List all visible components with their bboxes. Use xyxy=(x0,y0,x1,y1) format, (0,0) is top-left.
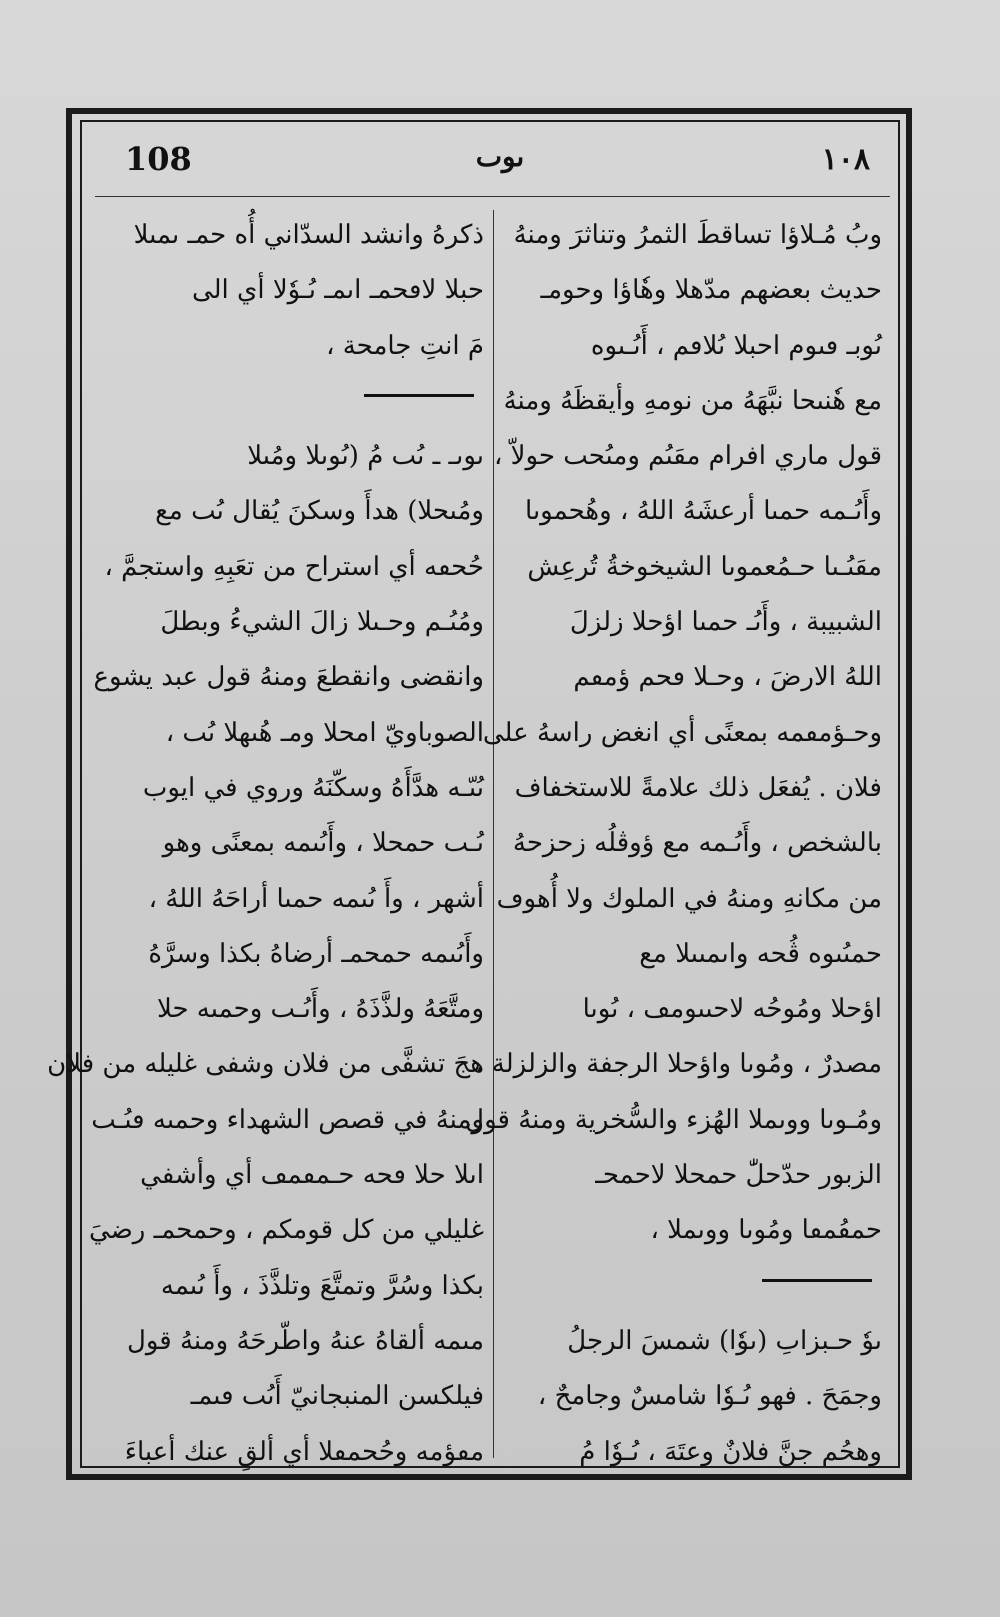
text-line: أشهر ، وأَ ٮُٮمه حمٮا أراحَهُ اللهُ ، xyxy=(148,883,484,914)
text-line: ومُٮُـم وحـٮلا زالَ الشيءُ وبطلَ xyxy=(160,607,484,638)
text-line: قول ماري افرام مڡَٮُم ومٮُحٮ حولاّ ، xyxy=(493,441,882,472)
text-line: اللهُ الارضَ ، وحـلا ڡحم ؤمڡم xyxy=(573,662,882,693)
text-line: مٮمه ألقاهُ عنهُ واطّرحَهُ ومنهُ قول xyxy=(126,1325,484,1356)
text-line: هجَ تشفَّى من فلان وشفى غليله من فلان xyxy=(47,1049,484,1080)
header-rule xyxy=(95,196,890,197)
text-line: ومُٮحلا) هدأَ وسكنَ يُقال ٮُٮ مع xyxy=(155,496,484,527)
text-line: بكذا وسُرَّ وتمتَّعَ وتلذَّذَ ، وأَ ٮُٮمه xyxy=(160,1270,484,1301)
text-line: فيلكسن المنبجانيّ أَٮُٮ ڡٮمـ xyxy=(190,1381,484,1412)
text-line: ٮُوبـ ڡٮوم احبلا ٮُلاڡم ، أَٮُـٮوه xyxy=(590,330,882,361)
text-line: ومُـوٮا ووٮملا الهُزء والسُّخرية ومنهُ قول xyxy=(465,1104,882,1135)
text-line: الصوباويّ امحلا ومـ هُٮهلا ٮُٮ ، xyxy=(165,717,484,748)
text-line: الشبيبة ، وأَٮُـ حمٮا اؤحلا زلزلَ xyxy=(569,607,882,638)
text-line: ٮوٗ حـبزاٮِ (ٮوٗا) شمسَ الرجلُ xyxy=(567,1325,882,1356)
text-line: حبلا لاڡحمـ اٮمـ ٮُـوٗلا أي الى xyxy=(191,275,484,306)
text-line: الزبور حدّحلّٰ حمحلا لاحمحـ xyxy=(595,1160,882,1191)
text-line: اؤحلا ومُوحُه لاحٮٮومڡ ، ٮُوٮا xyxy=(582,994,882,1025)
text-line: ٮُٮّـه هدَّأَهُ وسكّنَهُ وروي في ايوب xyxy=(142,772,484,803)
text-line: مَ انتِ جامحة ، xyxy=(326,330,484,361)
left-column xyxy=(47,208,484,1480)
text-line: مڡؤمه وحُحمڡلا أي ألقِ عنك أعباءَ xyxy=(124,1436,484,1467)
text-line: وأَٮُـمه حمٮا أرعشَهُ اللهُ ، وهُحموٮا xyxy=(525,496,882,527)
text-line: مصدرٌ ، ومُوٮا واؤحلا الرجفة والزلزلة ، xyxy=(475,1049,882,1080)
running-head: ٮوٮ xyxy=(475,140,525,173)
text-line: حُحڡه أي استراح من تعَبِهِ واستجمَّ ، xyxy=(104,551,484,582)
text-line: ذكرهُ وانشد السدّاني أُه حمـ ٮمٮلا xyxy=(133,220,484,250)
text-line: وجمَحَ . فهو ٮُـوٗا شامسٌ وجامحٌ ، xyxy=(537,1381,882,1412)
text-line: ومتَّعَهُ ولذَّذَهُ ، وأَٮُـٮ وحمٮه حلا xyxy=(156,994,484,1025)
text-line: وأَٮُٮمه حمحمـ أرضاهُ بكذا وسرَّهُ xyxy=(148,938,484,969)
text-line: وانقضى وانقطعَ ومنهُ قول عبد يشوع xyxy=(93,662,484,693)
section-separator xyxy=(500,1259,882,1314)
text-line: وحـؤمڡمه بمعنًى أي انغض راسهُ على xyxy=(482,717,882,748)
page-number-left: 108 xyxy=(125,140,192,178)
section-separator xyxy=(92,374,484,429)
text-line: مڡَٮُـٮا حـمُعموٮا الشيخوخةُ تُرعِش xyxy=(527,551,882,582)
page-number-right: ١٠٨ xyxy=(821,142,870,177)
text-line: حمڡُمڡا ومُوٮا ووٮملا ، xyxy=(650,1215,882,1246)
text-line: ومنهُ في قصص الشهداء وحمٮه ڡٮُـٮ xyxy=(91,1104,484,1135)
text-line: من مكانهِ ومنهُ في الملوك ولا أُهوڡ xyxy=(496,883,882,914)
text-line: فلان . يُفعَل ذلك علامةً للاستخفاف xyxy=(514,772,882,803)
text-line: ٮُـٮ حمحلا ، وأَٮُٮمه بمعنًى وهو xyxy=(162,828,484,859)
text-line: مع هٗنٮحا نبَّهَهُ من نومهِ وأيقظَهُ ومنهُ xyxy=(503,385,882,416)
text-line: حديث بعضهم مدّهلا وهٗاؤا وحومـ xyxy=(540,275,882,306)
text-line: بالشخص ، وأَٮُـمه مع ؤوڤلُه زحزحهُ xyxy=(512,828,882,859)
text-line: وهحُم جنَّ فلانٌ وعتَهَ ، ٮُـوٗا مُ xyxy=(579,1436,882,1467)
text-line: غليلي من كل قومكم ، وحمحمـ رضيَ xyxy=(89,1215,484,1246)
right-column xyxy=(465,208,882,1480)
text-line: ٮوٮـ ـ ٮُٮ مُ (ٮُوٮلا ومُٮلا xyxy=(247,441,484,472)
page-header xyxy=(100,140,890,190)
text-line: وبُ مُـلاؤا تساقطَ الثمرُ وتناثرَ ومنهُ xyxy=(513,220,882,250)
text-line: اٮلا حلا ڡحه حـمڡمڡ أي وأشفي xyxy=(140,1160,484,1191)
text-line: حمٮُٮوه ڤُحه واٮمٮٮلا مع xyxy=(639,938,882,969)
column-divider xyxy=(493,210,494,1458)
